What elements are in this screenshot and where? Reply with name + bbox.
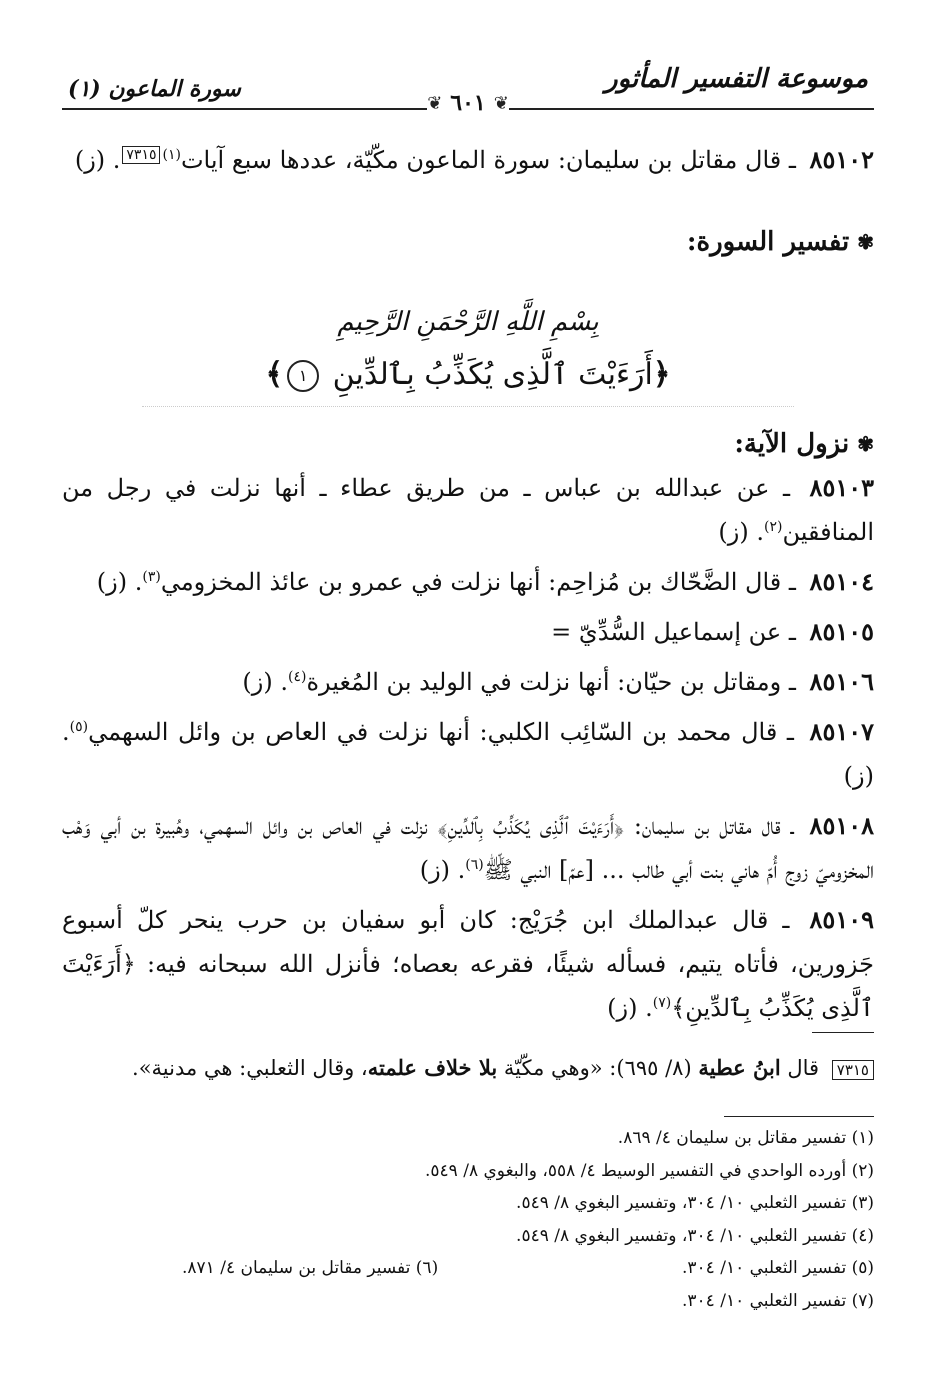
narration-number: ٨٥١٠٣ bbox=[809, 473, 874, 502]
footnote-ref[interactable]: (٧) bbox=[652, 995, 672, 1011]
editor-note-quote-rest: ، وقال الثعلبي: هي مدنية». bbox=[132, 1056, 368, 1080]
verse-close-bracket: ﴾ bbox=[265, 357, 284, 392]
ornament-icon: ❦ bbox=[493, 92, 509, 114]
section-title: تفسير السورة: bbox=[686, 227, 850, 257]
divider bbox=[142, 406, 794, 408]
narration-end: . (ز) bbox=[62, 718, 874, 790]
section-heading-tafsir bbox=[62, 220, 874, 264]
narration-number: ٨٥١٠٧ bbox=[809, 717, 874, 746]
narration-text: ـ ومقاتل بن حيّان: أنها نزلت في الوليد بن المُغيرة bbox=[306, 668, 796, 696]
editor-note-ref: (٨/ ٦٩٥): bbox=[609, 1056, 692, 1080]
footnote-ref[interactable]: (١) bbox=[162, 147, 181, 163]
surah-title: سورة الماعون (١) bbox=[68, 76, 241, 102]
narration-number: ٨٥١٠٤ bbox=[809, 567, 874, 596]
narration bbox=[62, 560, 874, 604]
footnote-ref[interactable]: (٦) bbox=[465, 857, 484, 873]
editor-note-ref[interactable]: ٧٣١٥ bbox=[122, 146, 160, 164]
verse-text: أَرَءَيْتَ ٱلَّذِى يُكَذِّبُ بِٱلدِّينِ bbox=[332, 357, 653, 392]
narration-text: ـ قال الضَّحّاك بن مُزاحِم: أنها نزلت في عمرو بن عائذ المخزومي bbox=[160, 568, 796, 596]
narration-end: . (ز) bbox=[74, 146, 121, 174]
narration bbox=[62, 898, 874, 1030]
section-heading-nuzul bbox=[62, 422, 874, 466]
narration-text: ـ قال عبدالملك ابن جُرَيْج: كان أبو سفيان بن حرب ينحر كلّ أسبوع جَزورين، فأتاه يتيم، فسأله شيئًا، فقرعه بعصاه؛ فأنزل الله سبحانه فيه: ﴿أَرَءَيْتَ ٱلَّذِى يُكَذِّبُ بِٱلدِّينِ﴾ bbox=[62, 906, 874, 1022]
narration-text: ـ قال مقاتل بن سليمان: ﴿أَرَءَيْتَ ٱلَّذِى يُكَذِّبُ بِٱلدِّينِ﴾ نزلت في العاص بن وائل السهمي، وهُبيرة بن أبي وَهْب المخزوميّ زوج أُمّ هاني بنت أبي طالب ... [عمّ] النبي ﷺ bbox=[62, 812, 874, 884]
narration-text: ـ عن إسماعيل السُّدِّيّ = bbox=[551, 618, 796, 646]
page-number: ٦٠١ bbox=[442, 90, 493, 116]
main-content bbox=[62, 138, 874, 1036]
editor-note-rule bbox=[812, 1032, 874, 1033]
editor-note bbox=[62, 1050, 874, 1086]
ayah-number-icon: ١ bbox=[287, 360, 319, 392]
narration-end: . (ز) bbox=[96, 568, 143, 596]
footnotes bbox=[62, 1122, 874, 1317]
narration-intro bbox=[62, 138, 874, 182]
footnote: (٦) تفسير مقاتل بن سليمان ٤/ ٨٧١. bbox=[182, 1258, 439, 1278]
editor-note-quote-bold: بلا خلاف علمته bbox=[367, 1055, 498, 1080]
narration-number: ٨٥١٠٩ bbox=[809, 905, 874, 934]
footnote: (١) تفسير مقاتل بن سليمان ٤/ ٨٦٩. bbox=[617, 1128, 874, 1148]
narration bbox=[62, 466, 874, 554]
editor-note-prefix: قال bbox=[787, 1056, 820, 1080]
editor-note-author: ابنُ عطية bbox=[698, 1055, 781, 1080]
editor-note-number: ٧٣١٥ bbox=[832, 1060, 874, 1080]
narration-number: ٨٥١٠٦ bbox=[809, 667, 874, 696]
narration-text: ـ قال مقاتل بن سليمان: سورة الماعون مكّيّة، عددها سبع آيات bbox=[180, 146, 796, 174]
quran-verse bbox=[62, 350, 874, 400]
narration-number: ٨٥١٠٥ bbox=[809, 617, 874, 646]
footnote-row bbox=[62, 1252, 874, 1285]
flower-icon: ✾ bbox=[857, 230, 874, 254]
footnote-ref[interactable]: (٣) bbox=[142, 569, 161, 585]
narration-end: . (ز) bbox=[607, 994, 653, 1022]
ornament-icon: ❦ bbox=[427, 92, 443, 114]
footnote-ref[interactable]: (٥) bbox=[69, 719, 89, 735]
editor-note-quote-open: «وهي مكّيّة bbox=[503, 1056, 603, 1080]
footnote-rule bbox=[724, 1116, 874, 1117]
narration-number: ٨٥١٠٨ bbox=[809, 811, 874, 840]
verse-block bbox=[62, 300, 874, 408]
page-header bbox=[62, 62, 874, 114]
verse-open-bracket: ﴿ bbox=[652, 357, 671, 392]
narration-end: . (ز) bbox=[242, 668, 288, 696]
flower-icon: ✾ bbox=[857, 432, 874, 456]
footnote: (٢) أورده الواحدي في التفسير الوسيط ٤/ ٥٥٨، والبغوي ٨/ ٥٤٩. bbox=[424, 1160, 874, 1181]
narration bbox=[62, 710, 874, 798]
narration-text: ـ عن عبدالله بن عباس ـ من طريق عطاء ـ أنها نزلت في رجل من المنافقين bbox=[62, 474, 874, 546]
narration-end: . (ز) bbox=[718, 518, 764, 546]
document-page bbox=[62, 0, 874, 1384]
basmala: بِسْمِ اللَّهِ الرَّحْمَنِ الرَّحِيمِ bbox=[337, 307, 599, 337]
narration-text: ـ قال محمد بن السّائِب الكلبي: أنها نزلت في العاص بن وائل السهمي bbox=[88, 718, 794, 746]
page-number-group bbox=[62, 90, 874, 116]
footnote: (٤) تفسير الثعلبي ١٠/ ٣٠٤، وتفسير البغوي ٨/ ٥٤٩. bbox=[516, 1225, 874, 1246]
footnote: (٥) تفسير الثعلبي ١٠/ ٣٠٤. bbox=[681, 1258, 874, 1278]
footnote: (٧) تفسير الثعلبي ١٠/ ٣٠٤. bbox=[681, 1290, 874, 1311]
footnote-ref[interactable]: (٢) bbox=[763, 519, 783, 535]
narration bbox=[62, 610, 874, 654]
footnote: (٣) تفسير الثعلبي ١٠/ ٣٠٤، وتفسير البغوي ٨/ ٥٤٩. bbox=[516, 1193, 874, 1213]
section-title: نزول الآية: bbox=[734, 429, 850, 459]
footnote-ref[interactable]: (٤) bbox=[287, 669, 307, 685]
book-title: موسوعة التفسير المأثور bbox=[605, 64, 868, 94]
narration-number: ٨٥١٠٢ bbox=[809, 145, 874, 174]
narration bbox=[62, 804, 874, 892]
narration bbox=[62, 660, 874, 704]
narration-end: . (ز) bbox=[419, 856, 466, 884]
